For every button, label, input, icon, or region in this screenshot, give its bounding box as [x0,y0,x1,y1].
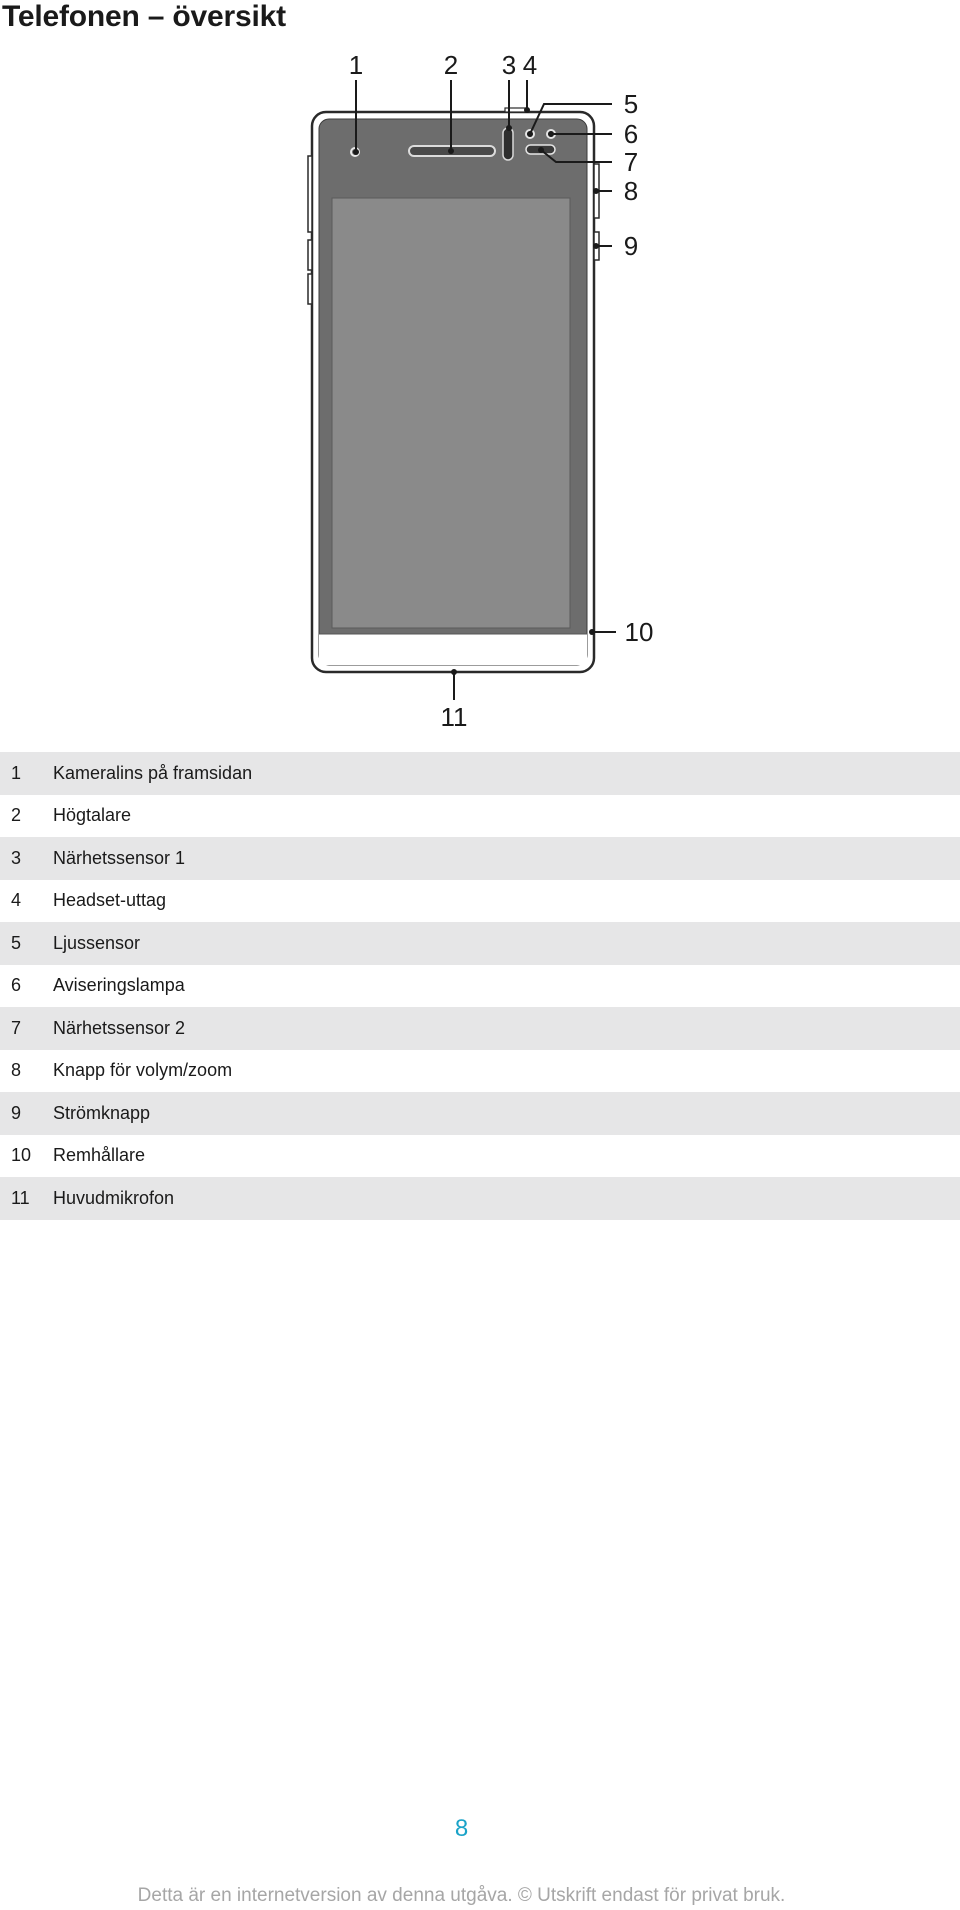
legend-label: Strömknapp [53,1102,151,1123]
legend-number: 1 [11,762,22,783]
callout-6: 6 [623,119,639,149]
legend-label: Aviseringslampa [53,975,185,996]
callout-2: 2 [443,52,459,80]
legend-number: 3 [11,847,22,868]
side-key-icon [308,274,312,304]
legend-label: Huvudmikrofon [53,1187,175,1208]
legend-label: Headset-uttag [53,890,167,911]
legend-label: Remhållare [53,1145,146,1166]
legend-row [0,965,960,1008]
footer-note: Detta är en internetversion av denna utgåva. © Utskrift endast för privat bruk. [137,1885,786,1906]
legend-label: Närhetssensor 2 [53,1017,186,1038]
legend-number: 6 [11,975,22,996]
legend-label: Knapp för volym/zoom [53,1060,233,1081]
callout-7: 7 [623,147,639,177]
legend-row [0,880,960,923]
legend-row [0,1092,960,1135]
legend-row [0,837,960,880]
legend-row [0,922,960,965]
callout-4: 4 [522,52,538,80]
legend-number: 7 [11,1017,22,1038]
page-title: Telefonen – översikt [2,0,286,33]
phone-screen [332,198,570,628]
legend-row [0,795,960,838]
proximity-sensor-icon [503,128,513,160]
parts-legend-table [0,752,960,1220]
legend-row [0,1135,960,1178]
legend-number: 5 [11,932,22,953]
legend-number: 9 [11,1102,22,1123]
legend-number: 10 [11,1145,32,1166]
legend-number: 4 [11,890,22,911]
legend-row [0,1007,960,1050]
callout-1: 1 [348,52,364,80]
callout-5: 5 [623,89,639,119]
callout-3: 3 [501,52,517,80]
phone-illustration [300,52,660,732]
phone-chin [319,634,587,665]
callout-10: 10 [624,617,654,647]
legend-row [0,1177,960,1220]
legend-label: Högtalare [53,805,132,826]
callout-8: 8 [623,176,639,206]
side-key-icon [308,240,312,270]
callout-11: 11 [440,702,468,732]
legend-row [0,1050,960,1093]
legend-label: Kameralins på framsidan [53,762,253,783]
phone-diagram [300,52,660,732]
page-number: 8 [454,1815,469,1842]
legend-number: 8 [11,1060,22,1081]
legend-number: 2 [11,805,22,826]
legend-number: 11 [11,1187,30,1208]
legend-row [0,752,960,795]
callout-9: 9 [623,231,639,261]
side-slot-icon [308,156,312,232]
legend-label: Närhetssensor 1 [53,847,186,868]
legend-label: Ljussensor [53,932,141,953]
